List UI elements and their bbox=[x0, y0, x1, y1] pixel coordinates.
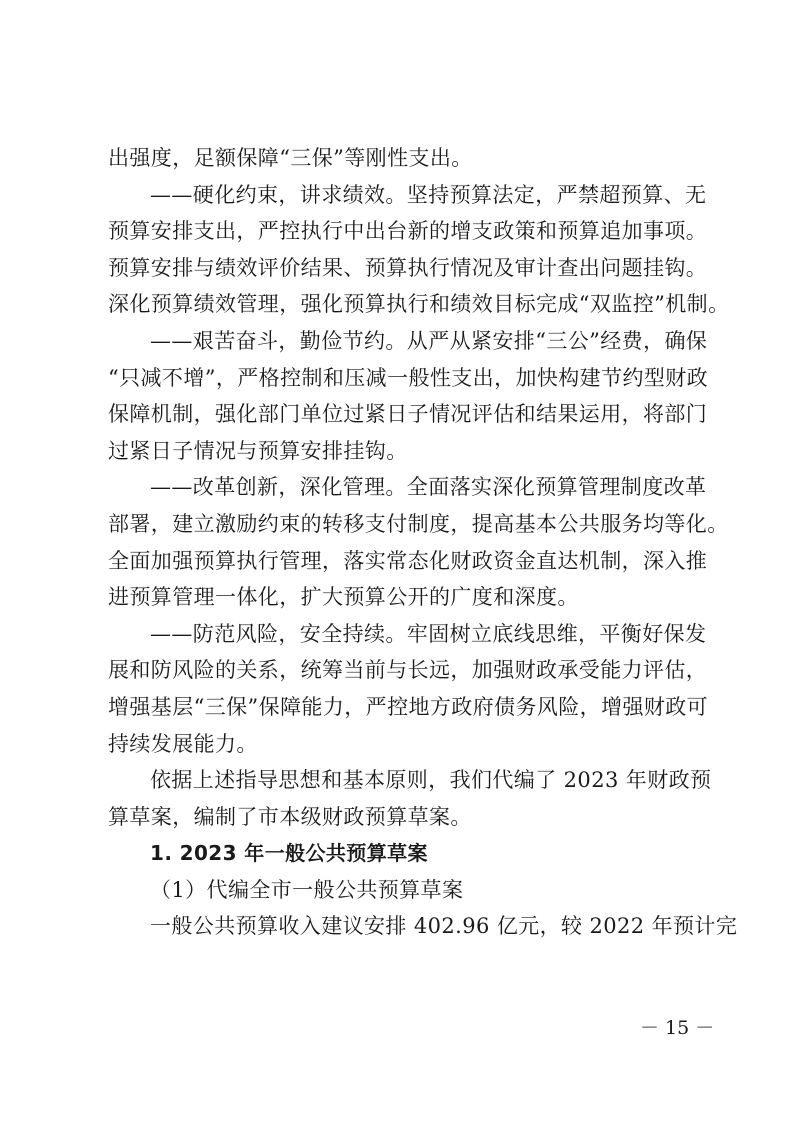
text-line: 部署，建立激励约束的转移支付制度，提高基本公共服务均等化。 bbox=[108, 511, 729, 536]
text-line: 持续发展能力。 bbox=[108, 731, 258, 756]
text-line: 预算安排与绩效评价结果、预算执行情况及审计查出问题挂钩。 bbox=[108, 255, 708, 280]
text-line: 算草案，编制了市本级财政预算草案。 bbox=[108, 804, 472, 829]
section-heading: 1. 2023 年一般公共预算草案 bbox=[150, 841, 428, 866]
text-line: 出强度，足额保障“三保”等刚性支出。 bbox=[108, 146, 473, 170]
text-line: 预算安排支出，严控执行中出台新的增支政策和预算追加事项。 bbox=[108, 219, 708, 244]
text-line: 一般公共预算收入建议安排 402.96 亿元，较 2022 年预计完 bbox=[150, 914, 738, 939]
page-number: － 15 － bbox=[640, 1017, 715, 1039]
text-line: ——硬化约束，讲求绩效。坚持预算法定，严禁超预算、无 bbox=[150, 182, 707, 207]
text-line: “只减不增”，严格控制和压减一般性支出，加快构建节约型财政 bbox=[108, 365, 709, 390]
text-line: 依据上述指导思想和基本原则，我们代编了 2023 年财政预 bbox=[150, 768, 712, 793]
body-text bbox=[108, 140, 738, 945]
text-line: ——防范风险，安全持续。牢固树立底线思维，平衡好保发 bbox=[150, 621, 707, 646]
text-line: 展和防风险的关系，统筹当前与长远，加强财政承受能力评估， bbox=[108, 658, 708, 683]
text-line: 增强基层“三保”保障能力，严控地方政府债务风险，增强财政可 bbox=[108, 694, 709, 719]
text-line: 深化预算绩效管理，强化预算执行和绩效目标完成“双监控”机制。 bbox=[108, 292, 730, 317]
text-line: 全面加强预算执行管理，落实常态化财政资金直达机制，深入推 bbox=[108, 548, 708, 573]
text-line: 保障机制，强化部门单位过紧日子情况评估和结果运用，将部门 bbox=[108, 402, 708, 427]
text-line: 进预算管理一体化，扩大预算公开的广度和深度。 bbox=[108, 585, 579, 610]
text-line: 过紧日子情况与预算安排挂钩。 bbox=[108, 438, 408, 463]
subsection-heading: （1）代编全市一般公共预算草案 bbox=[150, 877, 464, 902]
text-line: ——改革创新，深化管理。全面落实深化预算管理制度改革 bbox=[150, 475, 707, 500]
text-line: ——艰苦奋斗，勤俭节约。从严从紧安排“三公”经费，确保 bbox=[150, 328, 708, 353]
